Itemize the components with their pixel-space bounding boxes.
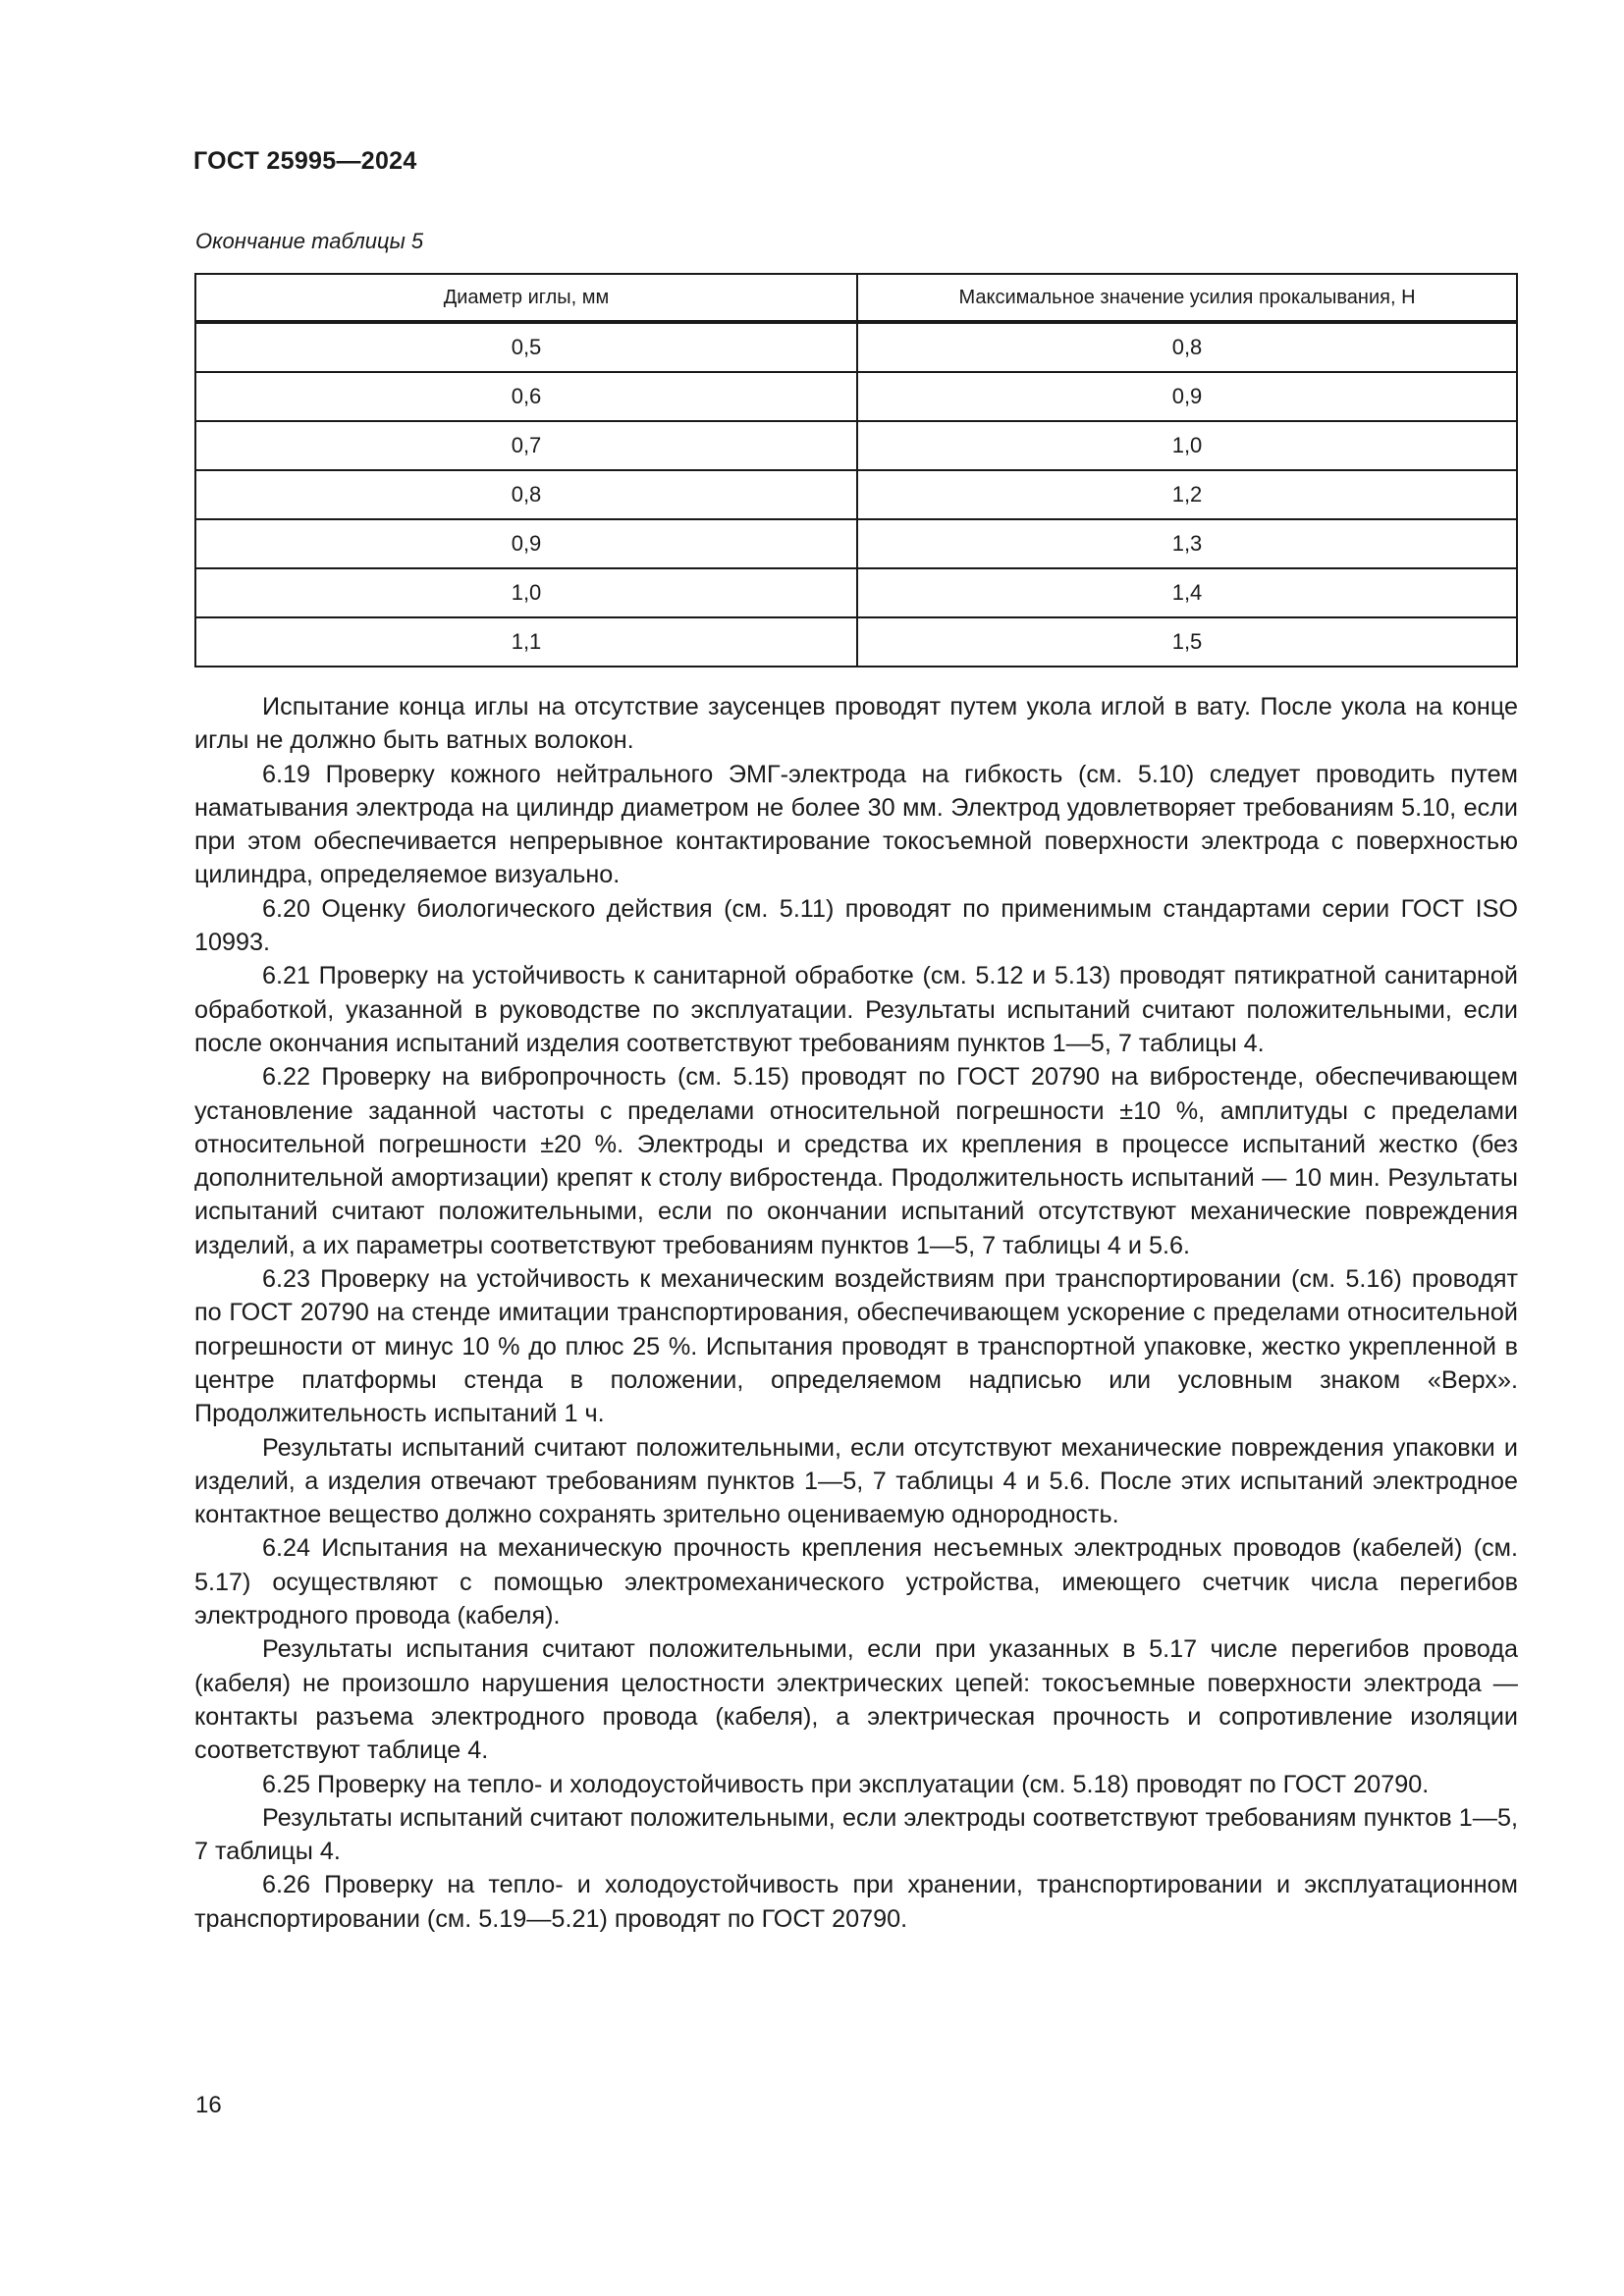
table-row [195, 470, 1517, 519]
cell-force: 1,5 [857, 617, 1517, 667]
table-caption: Окончание таблицы 5 [195, 229, 424, 253]
document-header: ГОСТ 25995—2024 [193, 147, 417, 175]
table-row [195, 617, 1517, 667]
cell-diameter: 1,0 [195, 568, 857, 617]
document-body [194, 690, 1518, 1936]
cell-diameter: 0,7 [195, 421, 857, 470]
cell-force: 1,4 [857, 568, 1517, 617]
paragraph-6-19: 6.19 Проверку кожного нейтрального ЭМГ-электрода на гибкость (см. 5.10) следует проводить путем наматывания электрода на цилиндр диаметром не более 30 мм. Электрод удовлетворяет требованиям 5.10, если при этом обеспечивается непрерывное контактирование токосъемной поверхности электрода с поверхностью цилиндра, определяемое визуально. [194, 760, 1518, 889]
paragraph-6-23: 6.23 Проверку на устойчивость к механическим воздействиям при транспортировании (см. 5.16) проводят по ГОСТ 20790 на стенде имитации транспортирования, обеспечивающем ускорение с пределами относительной погрешности от минус 10 % до плюс 25 %. Испытания проводят в транспортной упаковке, жестко укрепленной в центре платформы стенда в положении, определяемом надписью или условным знаком «Верх». Продолжительность испытаний 1 ч. [194, 1265, 1518, 1428]
cell-force: 0,8 [857, 322, 1517, 372]
cell-force: 0,9 [857, 372, 1517, 421]
cell-diameter: 1,1 [195, 617, 857, 667]
paragraph-6-25-results: Результаты испытаний считают положительными, если электроды соответствуют требованиям пунктов 1—5, 7 таблицы 4. [194, 1803, 1518, 1866]
paragraph-6-25: 6.25 Проверку на тепло- и холодоустойчивость при эксплуатации (см. 5.18) проводят по ГОСТ 20790. [262, 1770, 1430, 1798]
cell-force: 1,2 [857, 470, 1517, 519]
paragraph-6-23-results: Результаты испытаний считают положительными, если отсутствуют механические повреждения упаковки и изделий, а изделия отвечают требованиям пунктов 1—5, 7 таблицы 4 и 5.6. После этих испытаний электродное контактное вещество должно сохранять зрительно оцениваемую однородность. [194, 1433, 1518, 1529]
cell-diameter: 0,8 [195, 470, 857, 519]
cell-force: 1,0 [857, 421, 1517, 470]
paragraph-6-22: 6.22 Проверку на вибропрочность (см. 5.15) проводят по ГОСТ 20790 на вибростенде, обеспечивающем установление заданной частоты с пределами относительной погрешности ±10 %, амплитуды с пределами относительной погрешности ±20 %. Электроды и средства их крепления в процессе испытаний жестко (без дополнительной амортизации) крепят к столу вибростенда. Продолжительность испытаний — 10 мин. Результаты испытаний считают положительными, если по окончании испытаний отсутствуют механические повреждения изделий, а их параметры соответствуют требованиям пунктов 1—5, 7 таблицы 4 и 5.6. [194, 1063, 1518, 1259]
paragraph-6-24: 6.24 Испытания на механическую прочность крепления несъемных электродных проводов (кабелей) (см. 5.17) осуществляют с помощью электромеханического устройства, имеющего счетчик числа перегибов электродного провода (кабеля). [194, 1534, 1518, 1630]
header-max-force: Максимальное значение усилия прокалывания, Н [857, 274, 1517, 322]
page-number: 16 [195, 2092, 222, 2118]
paragraph-6-24-results: Результаты испытания считают положительными, если при указанных в 5.17 числе перегибов провода (кабеля) не произошло нарушения целостности электрических цепей: токосъемные поверхности электрода — контакты разъема электродного провода (кабеля), а электрическая прочность и сопротивление изоляции соответствуют таблице 4. [194, 1635, 1518, 1765]
header-needle-diameter: Диаметр иглы, мм [195, 274, 857, 322]
paragraph-6-21: 6.21 Проверку на устойчивость к санитарной обработке (см. 5.12 и 5.13) проводят пятикратной санитарной обработкой, указанной в руководстве по эксплуатации. Результаты испытаний считают положительными, если после окончания испытаний изделия соответствуют требованиям пунктов 1—5, 7 таблицы 4. [194, 962, 1518, 1057]
table-row [195, 421, 1517, 470]
table-row [195, 519, 1517, 568]
paragraph-6-20: 6.20 Оценку биологического действия (см. 5.11) проводят по применимым стандартами серии ГОСТ ISO 10993. [194, 894, 1518, 957]
cell-diameter: 0,9 [195, 519, 857, 568]
paragraph-6-26: 6.26 Проверку на тепло- и холодоустойчивость при хранении, транспортировании и эксплуатационном транспортировании (см. 5.19—5.21) проводят по ГОСТ 20790. [194, 1871, 1518, 1933]
table-row [195, 322, 1517, 372]
table-header-row [195, 274, 1517, 322]
table-row [195, 568, 1517, 617]
cell-diameter: 0,6 [195, 372, 857, 421]
table-row [195, 372, 1517, 421]
paragraph-needle-tip: Испытание конца иглы на отсутствие заусенцев проводят путем укола иглой в вату. После укола на конце иглы не должно быть ватных волокон. [194, 693, 1518, 755]
needle-force-table [194, 273, 1518, 667]
cell-diameter: 0,5 [195, 322, 857, 372]
cell-force: 1,3 [857, 519, 1517, 568]
